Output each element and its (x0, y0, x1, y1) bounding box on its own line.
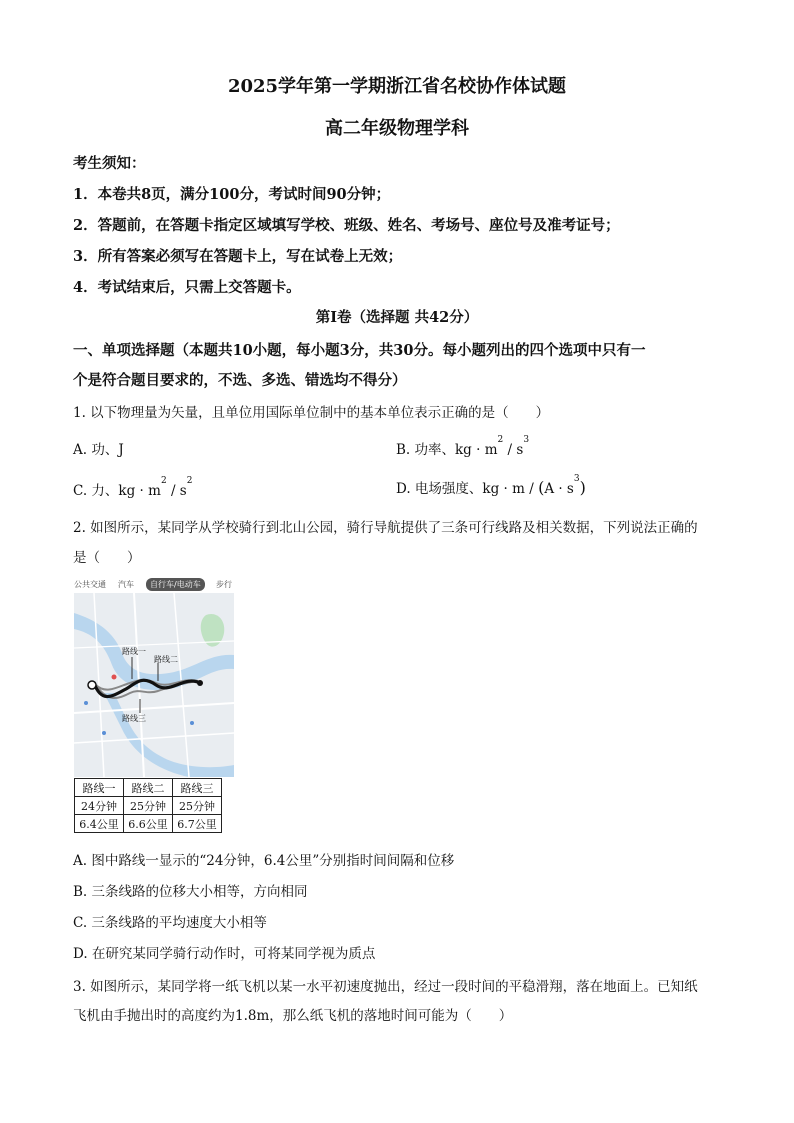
notice-item: 2．答题前，在答题卡指定区域填写学校、班级、姓名、考场号、座位号及准考证号； (73, 217, 620, 234)
table-header: 路线三 (173, 779, 222, 797)
question-2-option-b: B. 三条线路的位移大小相等，方向相同 (73, 884, 308, 900)
map-label-route-one: 路线一 (122, 647, 146, 656)
section-title: 第Ⅰ卷（选择题 共42分） (315, 309, 479, 326)
question-2-stem-line1: 2. 如图所示，某同学从学校骑行到北山公园，骑行导航提供了三条可行线路及相关数据，下列说法正确的 (73, 520, 698, 536)
table-row (75, 779, 222, 797)
map-image (74, 593, 234, 777)
table-cell: 6.7公里 (173, 815, 222, 833)
tab-public-transport: 公共交通 (74, 580, 106, 589)
question-2-option-a: A. 图中路线一显示的“24分钟，6.4公里”分别指时间间隔和位移 (73, 853, 455, 869)
table-row (75, 815, 222, 833)
notice-item: 3．所有答案必须写在答题卡上，写在试卷上无效； (73, 248, 403, 265)
table-cell: 6.6公里 (124, 815, 173, 833)
table-cell: 6.4公里 (75, 815, 124, 833)
map-pin-icon (190, 721, 194, 725)
table-cell: 24分钟 (75, 797, 124, 815)
notice-heading: 考生须知： (73, 155, 146, 172)
part-instructions-line1: 一、单项选择题（本题共10小题，每小题3分，共30分。每小题列出的四个选项中只有一 (73, 342, 646, 359)
question-1-option-a: A. 功、J (73, 442, 124, 458)
map-label-route-three: 路线三 (122, 714, 146, 723)
part-instructions-line2: 个是符合题目要求的，不选、多选、错选均不得分） (73, 372, 407, 389)
question-2-stem-line2: 是（ ） (73, 550, 141, 566)
tab-walk: 步行 (216, 580, 232, 589)
table-cell: 25分钟 (173, 797, 222, 815)
question-1-option-b: B. 功率、kg · $m^2 / s^3$ (396, 435, 530, 458)
question-3-stem-line2: 飞机由手抛出时的高度约为1.8m，那么纸飞机的落地时间可能为（ ） (73, 1008, 513, 1024)
exam-title: 2025学年第一学期浙江省名校协作体试题 (227, 76, 567, 97)
map-pin-icon (102, 731, 106, 735)
table-cell: 25分钟 (124, 797, 173, 815)
map-label-route-two: 路线二 (154, 655, 178, 664)
question-1-option-c: C. 力、kg · $m^2 / s^2$ (73, 476, 193, 499)
map-mode-tabs (74, 577, 234, 593)
tab-bike: 自行车/电动车 (146, 578, 205, 591)
question-2-option-d: D. 在研究某同学骑行动作时，可将某同学视为质点 (73, 946, 376, 962)
notice-item: 4．考试结束后，只需上交答题卡。 (73, 279, 301, 296)
map-drawing (74, 593, 234, 777)
start-point (88, 681, 96, 689)
question-1-stem: 1. 以下物理量为矢量，且单位用国际单位制中的基本单位表示正确的是（ ） (73, 405, 550, 421)
exam-subtitle: 高二年级物理学科 (325, 118, 469, 139)
table-header: 路线二 (124, 779, 173, 797)
notice-item: 1．本卷共8页，满分100分，考试时间90分钟； (73, 186, 391, 203)
question-2-option-c: C. 三条线路的平均速度大小相等 (73, 915, 267, 931)
table-row (75, 797, 222, 815)
table-header: 路线一 (75, 779, 124, 797)
end-point (197, 680, 203, 686)
map-pin-icon (112, 675, 117, 680)
map-pin-icon (84, 701, 88, 705)
question-1-option-d: D. 电场强度、kg · $m / (A \cdot s^3)$ (396, 474, 586, 497)
tab-car: 汽车 (118, 580, 134, 589)
route-table (74, 778, 222, 833)
route-map-figure (74, 577, 234, 835)
question-3-stem-line1: 3. 如图所示，某同学将一纸飞机以某一水平初速度抛出，经过一段时间的平稳滑翔，落在地面上。已知纸 (73, 979, 698, 995)
